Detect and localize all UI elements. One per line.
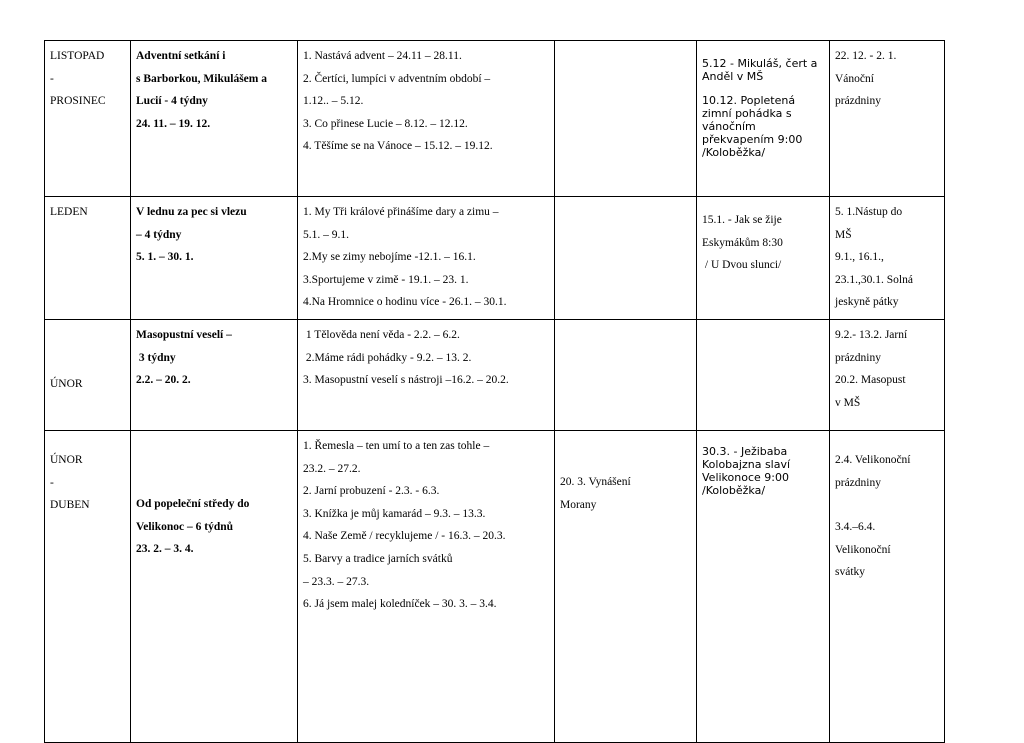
subtheme-line: 23.2. – 27.2. xyxy=(303,462,361,475)
event-line: 15.1. - Jak se žije xyxy=(702,214,782,226)
subtheme-line: 4. Naše Země / recyklujeme / - 16.3. – 20.3. xyxy=(303,530,506,543)
subtheme-line: 1 Tělověda není věda - 2.2. – 6.2. xyxy=(303,329,460,341)
holiday-line: 23.1.,30.1. Solná xyxy=(835,273,913,286)
holidays-cell xyxy=(830,41,945,197)
subtheme-line: 2.Máme rádi pohádky - 9.2. – 13. 2. xyxy=(303,351,472,364)
month-cell xyxy=(45,320,131,431)
subthemes-cell xyxy=(298,41,555,197)
holiday-line: 9.1., 16.1., xyxy=(835,251,884,264)
holidays-cell xyxy=(830,431,945,743)
month-line: ÚNOR xyxy=(50,377,83,390)
holiday-line: v MŠ xyxy=(835,396,861,409)
subtheme-line: 1. Řemesla – ten umí to a ten zas tohle – xyxy=(303,440,490,452)
events-cell xyxy=(697,320,830,431)
holiday-line: 9.2.- 13.2. Jarní xyxy=(835,329,908,341)
activity-cell xyxy=(555,320,697,431)
month-line: DUBEN xyxy=(50,499,90,512)
events-cell xyxy=(697,41,830,197)
table-row xyxy=(45,320,945,431)
event-line: / U Dvou slunci/ xyxy=(702,259,782,272)
subtheme-line: 1. My Tři králové přinášíme dary a zimu – xyxy=(303,206,499,218)
holiday-line: MŠ xyxy=(835,228,852,241)
holiday-line: prázdniny xyxy=(835,476,881,489)
subtheme-line: 5. Barvy a tradice jarních svátků xyxy=(303,552,453,565)
table-row xyxy=(45,431,945,743)
month-cell xyxy=(45,41,131,197)
activity-cell xyxy=(555,197,697,320)
holiday-line: 2.4. Velikonoční xyxy=(835,454,911,466)
events-cell xyxy=(697,197,830,320)
activity-line: 20. 3. Vynášení xyxy=(560,476,631,488)
table-row xyxy=(45,41,945,197)
theme-cell xyxy=(131,431,298,743)
subtheme-line: 1.12.. – 5.12. xyxy=(303,95,364,108)
holiday-line: 5. 1.Nástup do xyxy=(835,206,903,218)
subtheme-line: 3. Knížka je můj kamarád – 9.3. – 13.3. xyxy=(303,507,486,520)
subtheme-line: 3.Sportujeme v zimě - 19.1. – 23. 1. xyxy=(303,273,469,286)
holiday-line: 3.4.–6.4. xyxy=(835,521,876,534)
subtheme-line: 3. Co přinese Lucie – 8.12. – 12.12. xyxy=(303,117,468,130)
month-line: - xyxy=(50,476,54,489)
month-line: LEDEN xyxy=(50,206,88,218)
subtheme-line: 5.1. – 9.1. xyxy=(303,228,349,241)
month-line: ÚNOR xyxy=(50,454,83,466)
theme-cell xyxy=(131,197,298,320)
subthemes-cell xyxy=(298,197,555,320)
subtheme-line: 2.My se zimy nebojíme -12.1. – 16.1. xyxy=(303,251,476,264)
holiday-line: svátky xyxy=(835,566,866,579)
events-cell xyxy=(697,431,830,743)
subtheme-line: 1. Nastává advent – 24.11 – 28.11. xyxy=(303,50,462,62)
month-line: - xyxy=(50,72,54,85)
schedule-table xyxy=(44,40,945,743)
holiday-line: Vánoční xyxy=(835,72,874,85)
theme-line: Od popeleční středy do xyxy=(136,498,250,510)
holidays-cell xyxy=(830,197,945,320)
subtheme-line: 2. Jarní probuzení - 2.3. - 6.3. xyxy=(303,485,440,498)
holiday-line: Velikonoční xyxy=(835,543,891,556)
theme-cell xyxy=(131,41,298,197)
theme-line: V lednu za pec si vlezu xyxy=(136,206,247,218)
event-line: 30.3. - Ježibaba Kolobajzna slaví Velikonoce 9:00 /Koloběžka/ xyxy=(702,445,791,497)
activity-cell xyxy=(555,431,697,743)
subtheme-line: 6. Já jsem malej koledníček – 30. 3. – 3.4. xyxy=(303,598,497,611)
subtheme-line: – 23.3. – 27.3. xyxy=(303,575,370,588)
theme-line: Masopustní veselí – xyxy=(136,329,232,341)
theme-line: 5. 1. – 30. 1. xyxy=(136,251,194,264)
theme-cell xyxy=(131,320,298,431)
activity-line: Morany xyxy=(560,498,597,511)
theme-line: 3 týdny xyxy=(136,351,176,364)
holiday-line: 22. 12. - 2. 1. xyxy=(835,50,897,62)
table-row xyxy=(45,197,945,320)
theme-line: 24. 11. – 19. 12. xyxy=(136,117,211,130)
theme-line: 23. 2. – 3. 4. xyxy=(136,543,194,556)
subtheme-line: 4. Těšíme se na Vánoce – 15.12. – 19.12. xyxy=(303,140,493,153)
subthemes-cell xyxy=(298,320,555,431)
holiday-line xyxy=(835,494,939,516)
theme-line: Velikonoc – 6 týdnů xyxy=(136,520,234,533)
holiday-line: 20.2. Masopust xyxy=(835,374,906,387)
theme-line: 2.2. – 20. 2. xyxy=(136,374,191,387)
month-cell xyxy=(45,431,131,743)
subthemes-cell xyxy=(298,431,555,743)
month-line: PROSINEC xyxy=(50,95,106,108)
holiday-line: prázdniny xyxy=(835,95,881,108)
subtheme-line: 4.Na Hromnice o hodinu více - 26.1. – 30.1. xyxy=(303,296,507,309)
holidays-cell xyxy=(830,320,945,431)
month-line: LISTOPAD xyxy=(50,50,105,62)
event-line: Eskymákům 8:30 xyxy=(702,236,783,249)
theme-line: Adventní setkání i xyxy=(136,50,226,62)
event-line: 5.12 - Mikuláš, čert a Anděl v MŠ xyxy=(702,57,818,83)
subtheme-line: 3. Masopustní veselí s nástroji –16.2. – 20.2. xyxy=(303,374,509,387)
theme-line: – 4 týdny xyxy=(136,228,182,241)
month-cell xyxy=(45,197,131,320)
theme-line: s Barborkou, Mikulášem a xyxy=(136,72,267,85)
holiday-line: jeskyně pátky xyxy=(835,296,899,309)
holiday-line: prázdniny xyxy=(835,351,881,364)
theme-line: Lucií - 4 týdny xyxy=(136,95,208,108)
subtheme-line: 2. Čertíci, lumpíci v adventním období – xyxy=(303,72,491,85)
event-line: 10.12. Popletená zimní pohádka s vánočním překvapením 9:00 /Koloběžka/ xyxy=(702,94,803,159)
activity-cell xyxy=(555,41,697,197)
